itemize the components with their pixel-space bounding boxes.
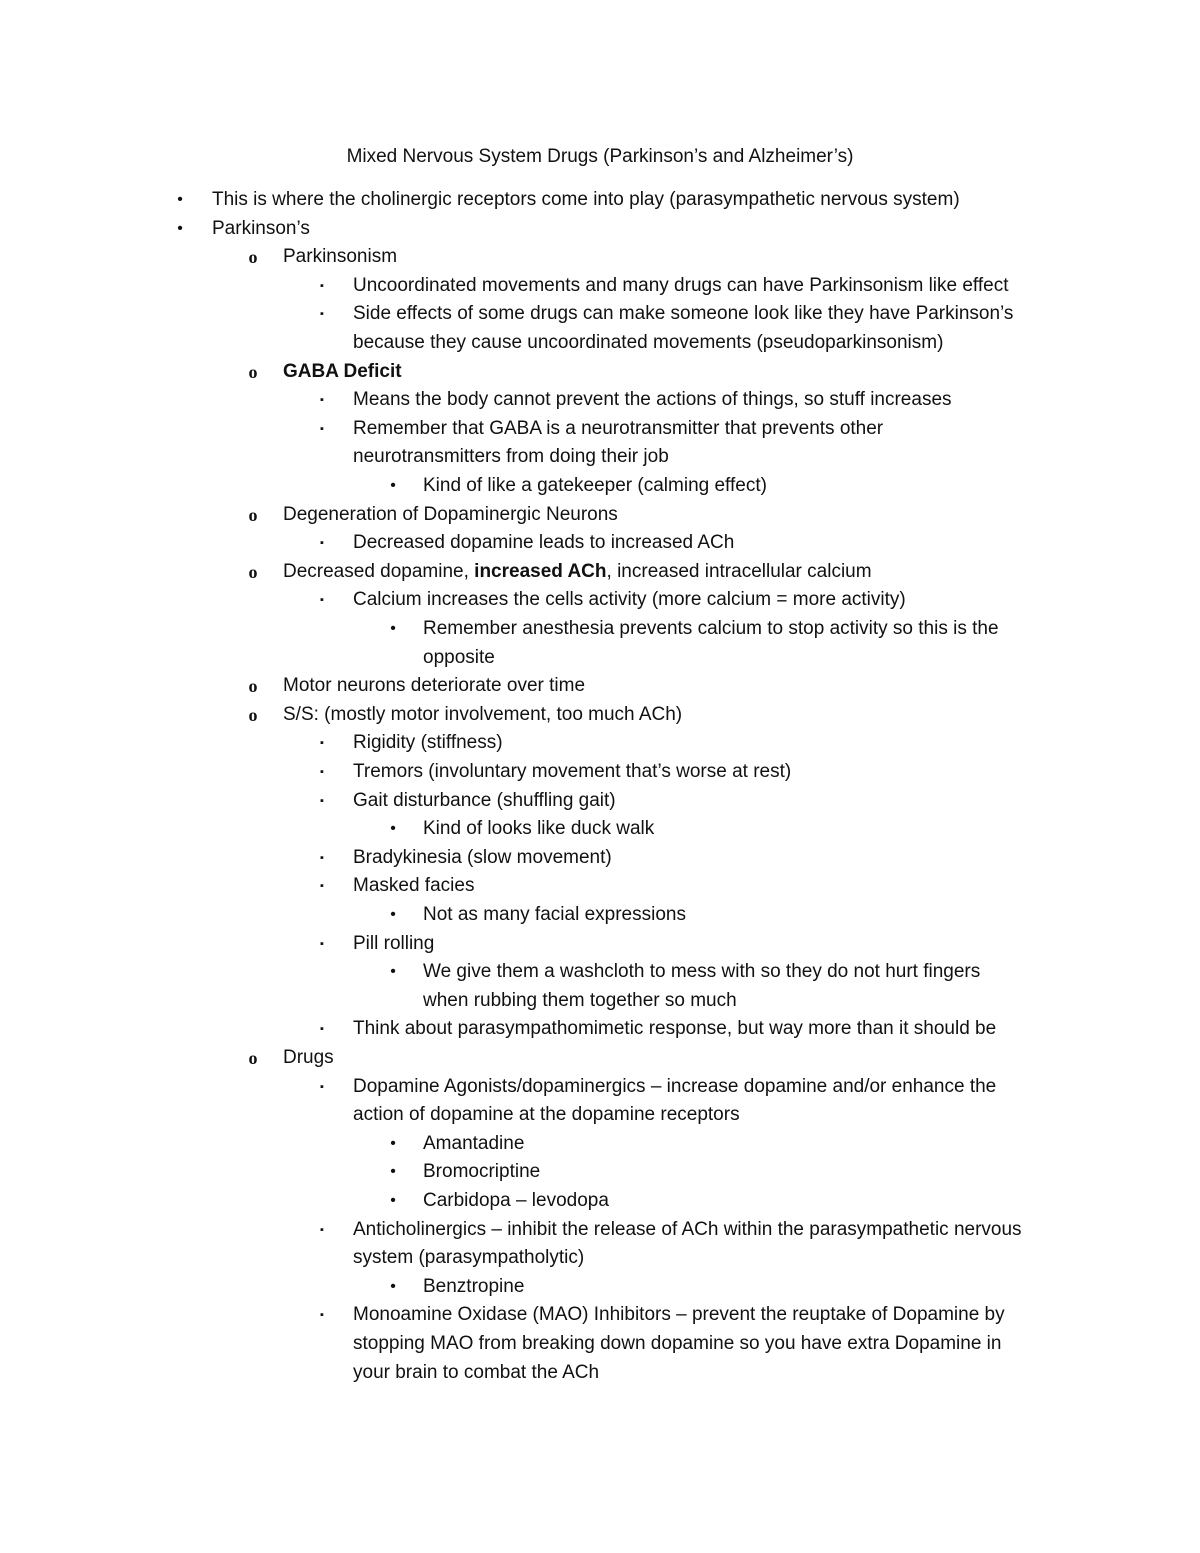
bullet-level-2-icon: o bbox=[248, 504, 258, 525]
bullet-level-1-icon: • bbox=[177, 219, 183, 237]
bullet-level-4-icon: • bbox=[390, 906, 396, 923]
list-item: Remember that GABA is a neurotransmitter that prevents other bbox=[353, 417, 884, 439]
bullet-level-1-icon: • bbox=[177, 191, 183, 208]
list-item: Decreased dopamine leads to increased ACh bbox=[353, 532, 735, 554]
list-item: We give them a washcloth to mess with so they do not hurt fingers bbox=[423, 961, 981, 983]
bullet-level-2-icon: o bbox=[248, 247, 258, 268]
list-item: Remember anesthesia prevents calcium to stop activity so this is the bbox=[423, 618, 999, 639]
list-item: Degeneration of Dopaminergic Neurons bbox=[283, 503, 618, 525]
bullet-level-2-icon: o bbox=[248, 676, 258, 697]
list-item: Gait disturbance (shuffling gait) bbox=[353, 789, 616, 811]
bullet-level-2-icon: o bbox=[248, 704, 258, 725]
bullet-level-2-icon: o bbox=[248, 361, 258, 382]
bullet-level-3-icon: ▪ bbox=[320, 766, 324, 778]
list-item: Think about parasympathomimetic response, but way more than it should be bbox=[353, 1018, 997, 1040]
list-item: Carbidopa – levodopa bbox=[423, 1190, 609, 1211]
list-item: Rigidity (stiffness) bbox=[353, 732, 503, 754]
bullet-level-4-icon: • bbox=[390, 1134, 396, 1152]
list-item: Means the body cannot prevent the actions of things, so stuff increases bbox=[353, 389, 952, 411]
list-item: Bradykinesia (slow movement) bbox=[353, 846, 612, 868]
list-item: This is where the cholinergic receptors come into play (parasympathetic nervous system) bbox=[212, 189, 960, 210]
bullet-level-3-icon: ▪ bbox=[320, 594, 324, 607]
bullet-level-3-icon: ▪ bbox=[320, 1080, 324, 1093]
list-item-continuation: action of dopamine at the dopamine receptors bbox=[353, 1104, 740, 1126]
list-item: Monoamine Oxidase (MAO) Inhibitors – prevent the reuptake of Dopamine by bbox=[353, 1304, 1005, 1326]
bullet-level-3-icon: ▪ bbox=[320, 394, 324, 407]
list-item-continuation: your brain to combat the ACh bbox=[353, 1361, 600, 1383]
list-item: Masked facies bbox=[353, 875, 475, 897]
bullet-level-3-icon: ▪ bbox=[320, 1023, 324, 1036]
list-item-segment: increased ACh bbox=[474, 560, 607, 582]
list-item: Bromocriptine bbox=[423, 1161, 541, 1183]
list-item: Dopamine Agonists/dopaminergics – increase dopamine and/or enhance the bbox=[353, 1075, 997, 1097]
list-item: Kind of like a gatekeeper (calming effect) bbox=[423, 475, 767, 496]
bullet-level-3-icon: ▪ bbox=[320, 1223, 324, 1236]
bullet-level-3-icon: ▪ bbox=[320, 279, 324, 292]
list-item: Parkinson’s bbox=[212, 217, 310, 239]
list-item: S/S: (mostly motor involvement, too much ACh) bbox=[283, 703, 683, 725]
bullet-level-4-icon: • bbox=[390, 620, 396, 637]
list-item: Calcium increases the cells activity (more calcium = more activity) bbox=[353, 589, 906, 611]
list-item-continuation: because they cause uncoordinated movements (pseudoparkinsonism) bbox=[353, 332, 944, 353]
bullet-level-4-icon: • bbox=[390, 963, 396, 981]
list-item: GABA Deficit bbox=[283, 360, 402, 382]
list-item-continuation: system (parasympatholytic) bbox=[353, 1247, 585, 1269]
bullet-level-3-icon: ▪ bbox=[320, 1309, 324, 1322]
list-item: Parkinsonism bbox=[283, 246, 398, 268]
bullet-level-3-icon: ▪ bbox=[320, 880, 324, 893]
bullet-level-3-icon: ▪ bbox=[320, 737, 324, 750]
bullet-level-2-icon: o bbox=[248, 561, 258, 582]
list-item: Kind of looks like duck walk bbox=[423, 818, 655, 840]
bullet-level-2-icon: o bbox=[248, 1048, 258, 1068]
list-item-continuation: when rubbing them together so much bbox=[423, 989, 737, 1011]
list-item: Drugs bbox=[283, 1047, 334, 1068]
page-title: Mixed Nervous System Drugs (Parkinson’s and Alzheimer’s) bbox=[346, 146, 854, 167]
list-item: Pill rolling bbox=[353, 932, 435, 954]
bullet-level-4-icon: • bbox=[390, 1192, 396, 1209]
list-item: Amantadine bbox=[423, 1132, 525, 1154]
bullet-level-3-icon: ▪ bbox=[320, 851, 324, 864]
list-item-continuation: opposite bbox=[423, 646, 495, 668]
bullet-level-4-icon: • bbox=[390, 1277, 396, 1295]
bullet-level-3-icon: ▪ bbox=[320, 308, 324, 321]
list-item-segment: , increased intracellular calcium bbox=[606, 560, 872, 582]
list-item: Tremors (involuntary movement that’s worse at rest) bbox=[353, 761, 792, 782]
list-item-segment: Decreased dopamine, bbox=[283, 560, 475, 582]
list-item: Anticholinergics – inhibit the release of ACh within the parasympathetic nervous bbox=[353, 1218, 1022, 1240]
bullet-level-3-icon: ▪ bbox=[320, 937, 324, 950]
bullet-level-3-icon: ▪ bbox=[320, 422, 324, 435]
list-item: Uncoordinated movements and many drugs can have Parkinsonism like effect bbox=[353, 274, 1009, 296]
bullet-level-3-icon: ▪ bbox=[320, 537, 324, 550]
list-item: Side effects of some drugs can make someone look like they have Parkinson’s bbox=[353, 303, 1014, 325]
list-item: Motor neurons deteriorate over time bbox=[283, 675, 586, 697]
list-item-continuation: stopping MAO from breaking down dopamine so you have extra Dopamine in bbox=[353, 1333, 1002, 1354]
bullet-level-4-icon: • bbox=[390, 477, 396, 494]
list-item-continuation: neurotransmitters from doing their job bbox=[353, 446, 669, 468]
bullet-level-3-icon: ▪ bbox=[320, 794, 324, 807]
list-item: Benztropine bbox=[423, 1275, 525, 1297]
bullet-level-4-icon: • bbox=[390, 1163, 396, 1181]
list-item bbox=[283, 558, 872, 587]
bullet-level-4-icon: • bbox=[390, 820, 396, 838]
list-item: Not as many facial expressions bbox=[423, 904, 686, 925]
